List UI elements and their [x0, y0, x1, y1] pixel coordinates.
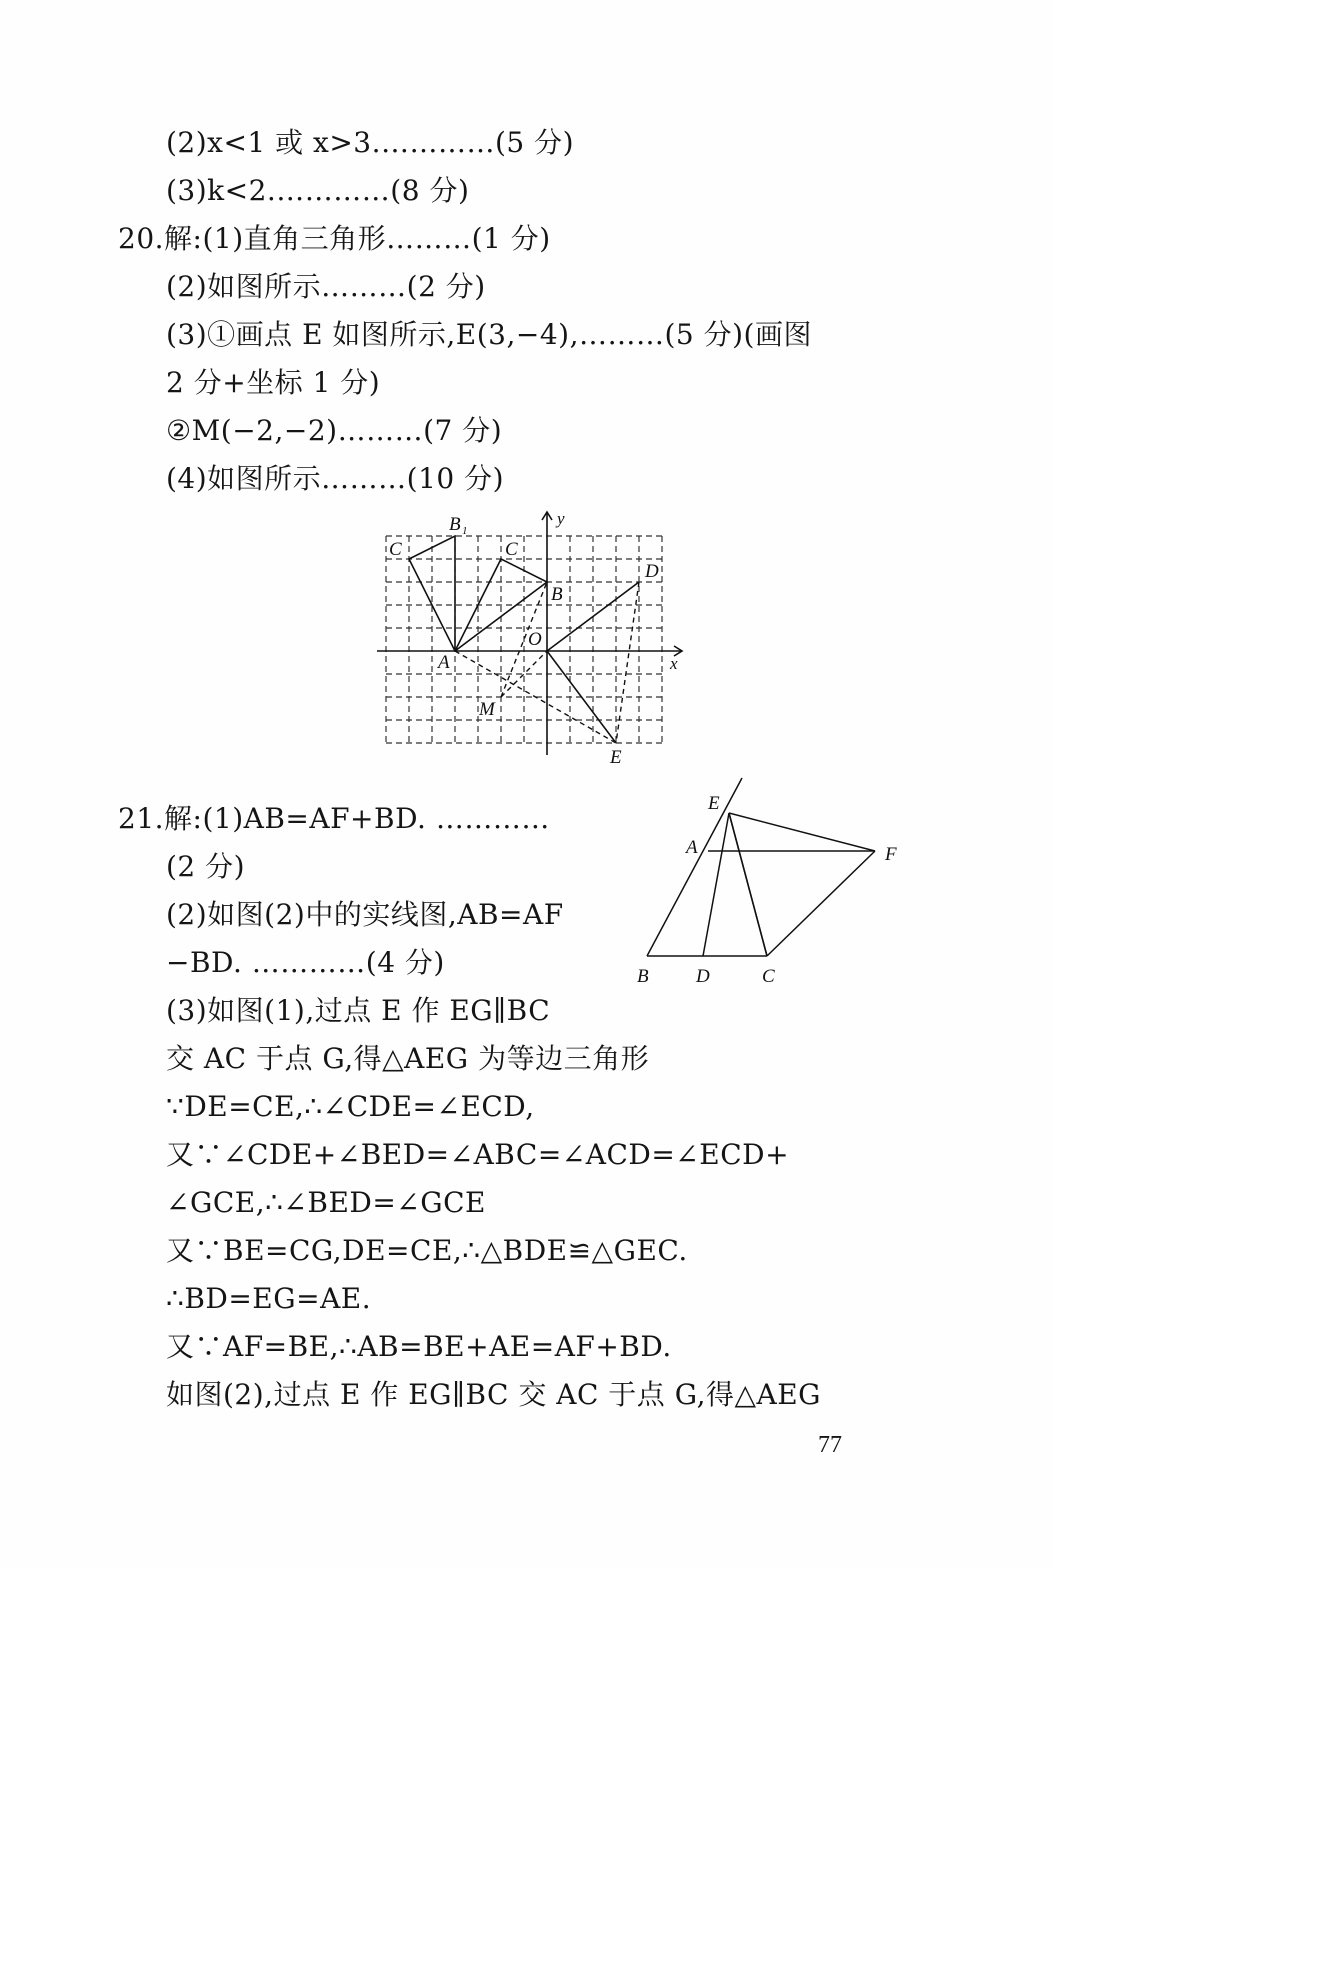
- point-label-f: F: [885, 844, 897, 865]
- answer-line: ∠GCE,∴∠BED=∠GCE: [166, 1186, 486, 1219]
- answer-line: (4)如图所示………(10 分): [166, 462, 505, 495]
- page-number: 77: [818, 1432, 842, 1458]
- axis-label-x: x: [670, 654, 678, 673]
- point-label-a: A: [438, 652, 450, 673]
- answer-line: 交 AC 于点 G,得△AEG 为等边三角形: [166, 1042, 650, 1075]
- answer-line: (2)如图所示………(2 分): [166, 270, 486, 303]
- answer-line: 又∵AF=BE,∴AB=BE+AE=AF+BD.: [166, 1330, 672, 1363]
- answer-line: 2 分+坐标 1 分): [166, 366, 381, 399]
- answer-line: ∵DE=CE,∴∠CDE=∠ECD,: [166, 1090, 535, 1123]
- answer-line: (2)如图(2)中的实线图,AB=AF: [166, 898, 564, 931]
- coordinate-grid-figure: [370, 505, 690, 770]
- point-label-c1: C: [389, 539, 402, 560]
- axis-label-y: y: [557, 509, 565, 528]
- point-label-b: B: [637, 966, 649, 987]
- point-label-e: E: [610, 747, 622, 768]
- answer-line: 21.解:(1)AB=AF+BD. …………: [118, 802, 550, 835]
- point-label-b1-subscript: 1: [462, 525, 468, 537]
- point-label-d: D: [645, 561, 659, 582]
- answer-line: −BD. …………(4 分): [166, 946, 445, 979]
- point-label-a: A: [686, 837, 698, 858]
- point-label-m: M: [479, 699, 495, 720]
- point-label-b: B: [551, 584, 563, 605]
- answer-line: (2)x<1 或 x>3.…………(5 分): [166, 126, 575, 159]
- answer-line: (3)如图(1),过点 E 作 EG∥BC: [166, 994, 551, 1027]
- answer-line: 又∵∠CDE+∠BED=∠ABC=∠ACD=∠ECD+: [166, 1138, 790, 1171]
- answer-line: 20.解:(1)直角三角形………(1 分): [118, 222, 551, 255]
- answer-line: (3)①画点 E 如图所示,E(3,−4),………(5 分)(画图: [166, 318, 812, 351]
- point-label-b1: B: [449, 514, 461, 535]
- answer-line: ∴BD=EG=AE.: [166, 1282, 372, 1315]
- point-label-d: D: [696, 966, 710, 987]
- answer-line: 又∵BE=CG,DE=CE,∴△BDE≌△GEC.: [166, 1234, 688, 1267]
- point-label-e: E: [708, 793, 720, 814]
- point-label-c: C: [505, 539, 518, 560]
- triangle-figure: [632, 770, 910, 990]
- answer-line: (3)k<2.…………(8 分): [166, 174, 470, 207]
- answer-line: (2 分): [166, 850, 246, 883]
- point-label-o: O: [528, 629, 542, 650]
- point-label-c: C: [762, 966, 775, 987]
- answer-line: 如图(2),过点 E 作 EG∥BC 交 AC 于点 G,得△AEG: [166, 1378, 822, 1411]
- answer-line: ②M(−2,−2)………(7 分): [166, 414, 503, 447]
